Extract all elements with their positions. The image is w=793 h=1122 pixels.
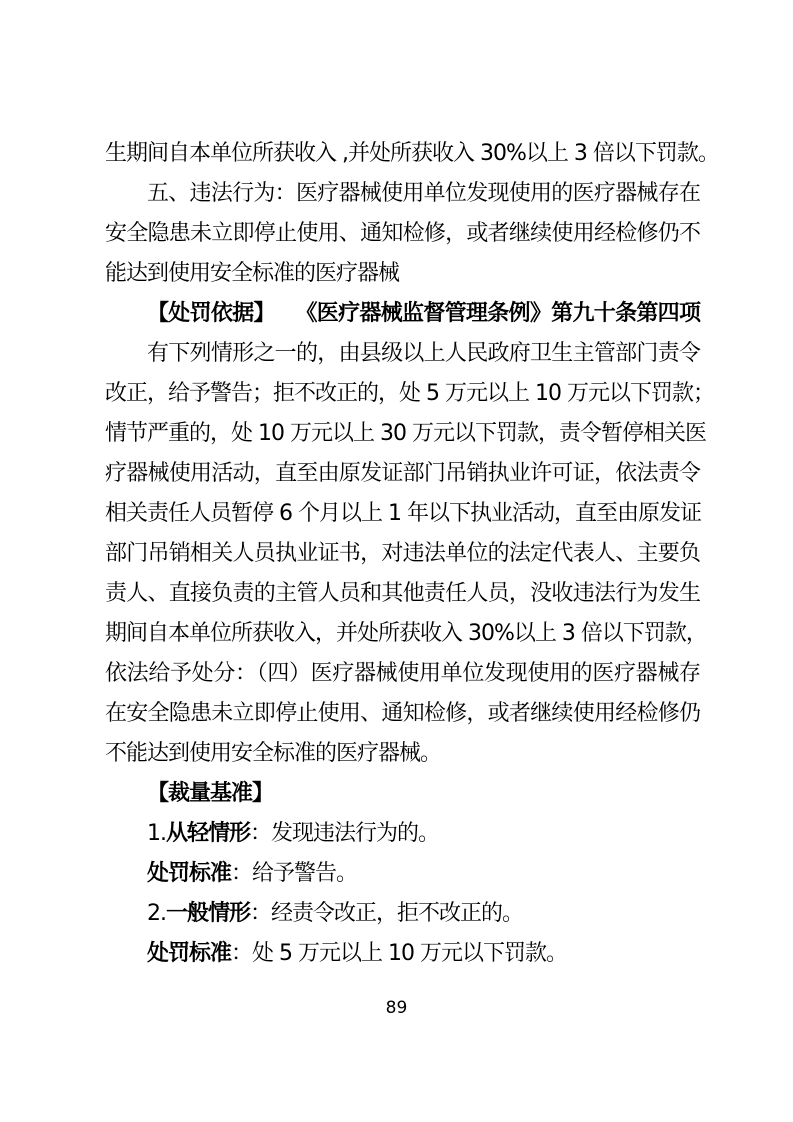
text-segment: 期间自本单位所获收入，并处所获收入 30%以上 3 倍以下罚款， <box>105 621 707 646</box>
penalty-basis-body-line-3 <box>105 414 706 454</box>
text-segment: 责人、直接负责的主管人员和其他责任人员，没收违法行为发生 <box>105 581 700 606</box>
text-segment: 有下列情形之一的，由县级以上人民政府卫生主管部门责令 <box>147 341 700 366</box>
penalty-basis-body-line-7 <box>105 574 700 614</box>
text-segment: 不能达到使用安全标准的医疗器械。 <box>105 741 442 766</box>
text-segment: ：经责令改正，拒不改正的。 <box>250 901 524 926</box>
violation-clause-line-2 <box>105 214 700 254</box>
text-segment: 情节严重的，处 10 万元以上 30 万元以下罚款，责令暂停相关医 <box>105 421 706 446</box>
penalty-basis-body-line-5 <box>105 494 700 534</box>
text-segment: 安全隐患未立即停止使用、通知检修，或者继续使用经检修仍不 <box>105 221 700 246</box>
heading-text: 【处罚依据】 《医疗器械监督管理条例》第九十条第四项 <box>147 301 700 326</box>
carryover-paragraph-end <box>105 134 719 174</box>
discretion-benchmark-heading <box>105 774 700 814</box>
term-label: 从轻情形 <box>166 821 251 846</box>
text-segment: 能达到使用安全标准的医疗器械 <box>105 261 400 286</box>
penalty-basis-body-line-1 <box>105 334 700 374</box>
lenient-penalty-standard-line <box>105 854 700 894</box>
heading-text: 【裁量基准】 <box>147 781 274 806</box>
penalty-basis-body-line-9 <box>105 654 700 694</box>
penalty-basis-body-line-4 <box>105 454 700 494</box>
text-segment: 五、违法行为：医疗器械使用单位发现使用的医疗器械存在 <box>147 181 700 206</box>
text-segment: 在安全隐患未立即停止使用、通知检修，或者继续使用经检修仍 <box>105 701 700 726</box>
term-label: 一般情形 <box>166 901 251 926</box>
text-segment: ：发现违法行为的。 <box>250 821 440 846</box>
text-segment: 相关责任人员暂停 6 个月以上 1 年以下执业活动，直至由原发证 <box>105 501 701 526</box>
violation-clause-line-1 <box>105 174 700 214</box>
penalty-basis-body-line-2 <box>105 374 714 414</box>
document-body <box>105 134 719 974</box>
general-circumstance-line <box>105 894 700 934</box>
text-segment: 疗器械使用活动，直至由原发证部门吊销执业许可证，依法责令 <box>105 461 700 486</box>
text-segment: 改正，给予警告；拒不改正的，处 5 万元以上 10 万元以下罚款； <box>105 381 714 406</box>
term-label: 处罚标准 <box>147 861 232 886</box>
text-segment: 部门吊销相关人员执业证书，对违法单位的法定代表人、主要负 <box>105 541 700 566</box>
text-segment: ：处 5 万元以上 10 万元以下罚款。 <box>231 941 567 966</box>
page-number: 89 <box>385 998 408 1018</box>
lenient-circumstance-line <box>105 814 700 854</box>
list-number: 1. <box>147 821 166 846</box>
text-segment: ：给予警告。 <box>231 861 358 886</box>
general-penalty-standard-line <box>105 934 700 974</box>
text-segment: 生期间自本单位所获收入 ,并处所获收入 30%以上 3 倍以下罚款。 <box>105 141 719 166</box>
list-number: 2. <box>147 901 166 926</box>
penalty-basis-body-line-10 <box>105 694 700 734</box>
violation-clause-line-3 <box>105 254 700 294</box>
penalty-basis-body-line-11 <box>105 734 700 774</box>
text-segment: 依法给予处分：（四）医疗器械使用单位发现使用的医疗器械存 <box>105 661 700 686</box>
term-label: 处罚标准 <box>147 941 232 966</box>
penalty-basis-body-line-8 <box>105 614 707 654</box>
penalty-basis-heading <box>105 294 700 334</box>
penalty-basis-body-line-6 <box>105 534 700 574</box>
